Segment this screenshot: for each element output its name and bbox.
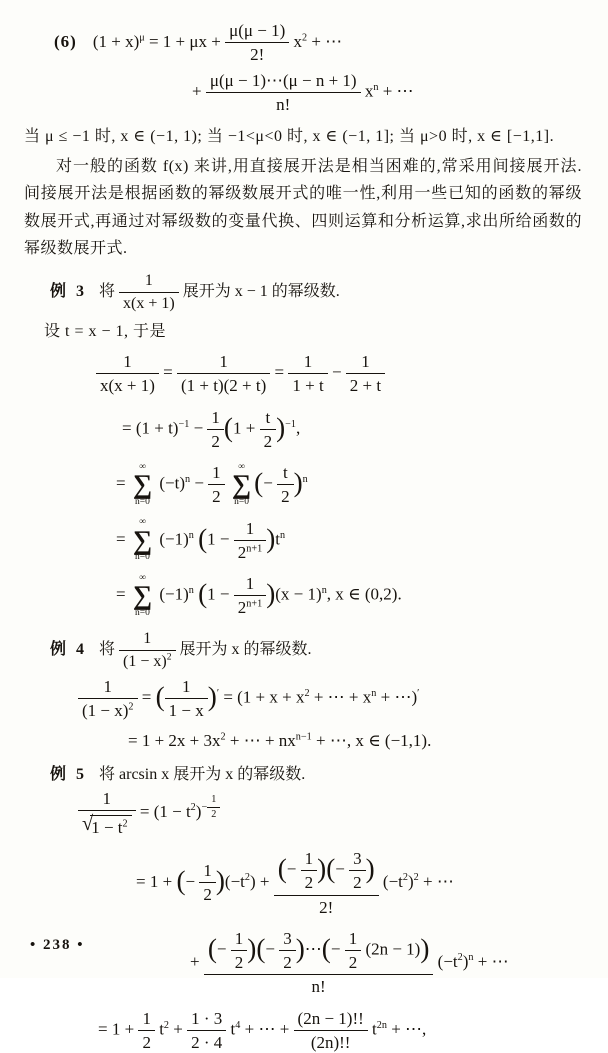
example4-derivation-line-2: = $1 + 2x + 3x^2$ + ⋯ + $nx^{n-1}$ + ⋯, x ∈ (−1,1). [128, 731, 432, 751]
example3-heading [50, 271, 582, 314]
example5-derivation-line-4: = 1 + $\frac{1}{2}$ $t^2$ + $\frac{1 \cdot 3}{2 \cdot 4}$ $t^4$ + ⋯ + $\frac{(2n - 1)!!}{(2n)!!}$ $t^{2n}$ + ⋯, [98, 1008, 427, 1052]
example3-derivation-line-4: = ∞ ∑ n=0 $(-1)^n$ (1 − $\frac{1}{2^{n+1}}$ )$t^n$ [116, 517, 286, 563]
formula-6-math-part1: $(1 + x)^\mu = 1 + \mu x$ + $\frac{\mu(\mu - 1)}{2!}$ $x^2$ + ⋯ [92, 21, 343, 65]
example5-derivation-line-1: $\frac{1}{√1 - t^2}$ = $(1 - t^2)^{- \frac{1}{2}}$ [78, 788, 582, 838]
example5-derivation-line-2: = 1 + (− $\frac{1}{2}$ )$(-t^2)$ + (− $\frac{1}{2}$ )(− $\frac{3}{2}$ ) 2! $(-t^2)^2$ + ⋯ [136, 849, 454, 917]
example3-derivation-line-5: = ∞ ∑ n=0 $(-1)^n$ (1 − $\frac{1}{2^{n+1}}$ )$(x - 1)^n$, x ∈ (0,2). [116, 572, 402, 618]
example4-heading [50, 629, 582, 672]
indirect-expansion-intro-paragraph: 对一般的函数 f(x) 来讲,用直接展开法是相当困难的,常采用间接展开法. 间接展开法是根据函数的幂级数展开式的唯一性,利用一些已知的函数的幂级数展开式,再通过对幂级数的变量代换、四则运算和分析运算,求出所给函数的幂级数展开式. [24, 157, 582, 258]
example4-label: 例 4 [50, 640, 88, 658]
example3-title-math: 将 $\frac{1}{x(x + 1)}$ 展开为 x − 1 的幂级数. [99, 271, 340, 312]
example3-derivation-line-2: = $(1 + t)^{-1}$ − $\frac{1}{2}$ (1 + $\frac{t}{2}$ )$^{-1}$, [122, 407, 301, 451]
example4-title-math: 将 $\frac{1}{(1 - x)^2}$ 展开为 x 的幂级数. [99, 629, 312, 670]
page-number: • 238 • [30, 937, 85, 953]
example5-label: 例 5 [50, 766, 88, 784]
formula-6-line-1 [54, 20, 582, 66]
example3-substitution-line: 设 t = x − 1, 于是 [44, 322, 166, 340]
example5-heading [50, 761, 582, 784]
example5-title-text: 将 arcsin x 展开为 x 的幂级数. [99, 766, 306, 784]
convergence-conditions-paragraph: 当 μ ≤ −1 时, x ∈ (−1, 1); 当 −1<μ<0 时, x ∈ (−1, 1]; 当 μ>0 时, x ∈ [−1,1]. [24, 128, 555, 145]
formula-6-line-2: + $\frac{\mu(\mu - 1)\cdots(\mu - n + 1)}{n!}$ $x^n$ + ⋯ [192, 70, 414, 114]
example3-derivation-line-1: $\frac{1}{x(x + 1)}$ = $\frac{1}{(1 + t)(2 + t)}$ = $\frac{1}{1 + t}$ − $\frac{1}{2 + t}$ [96, 351, 582, 397]
example5-derivation-line-3: + (− $\frac{1}{2}$ )(− $\frac{3}{2}$ )⋯(− $\frac{1}{2}$ (2n − 1)) n! $(-t^2)^n$ + ⋯ [190, 928, 509, 997]
example3-label: 例 3 [50, 282, 88, 300]
formula-6-label: (6) [54, 31, 77, 51]
example4-derivation-line-1: $\frac{1}{(1 - x)^2}$ = ( $\frac{1}{1 - x}$ )$' = (1 + x + x^2$ + ⋯ + $x^n$ + ⋯)′ [78, 676, 582, 722]
example3-derivation-line-3: = ∞ ∑ n=0 $(-t)^n$ − $\frac{1}{2}$ ∞ ∑ n=0 (− $\frac{t}{2}$ )$^n$ [116, 461, 308, 507]
